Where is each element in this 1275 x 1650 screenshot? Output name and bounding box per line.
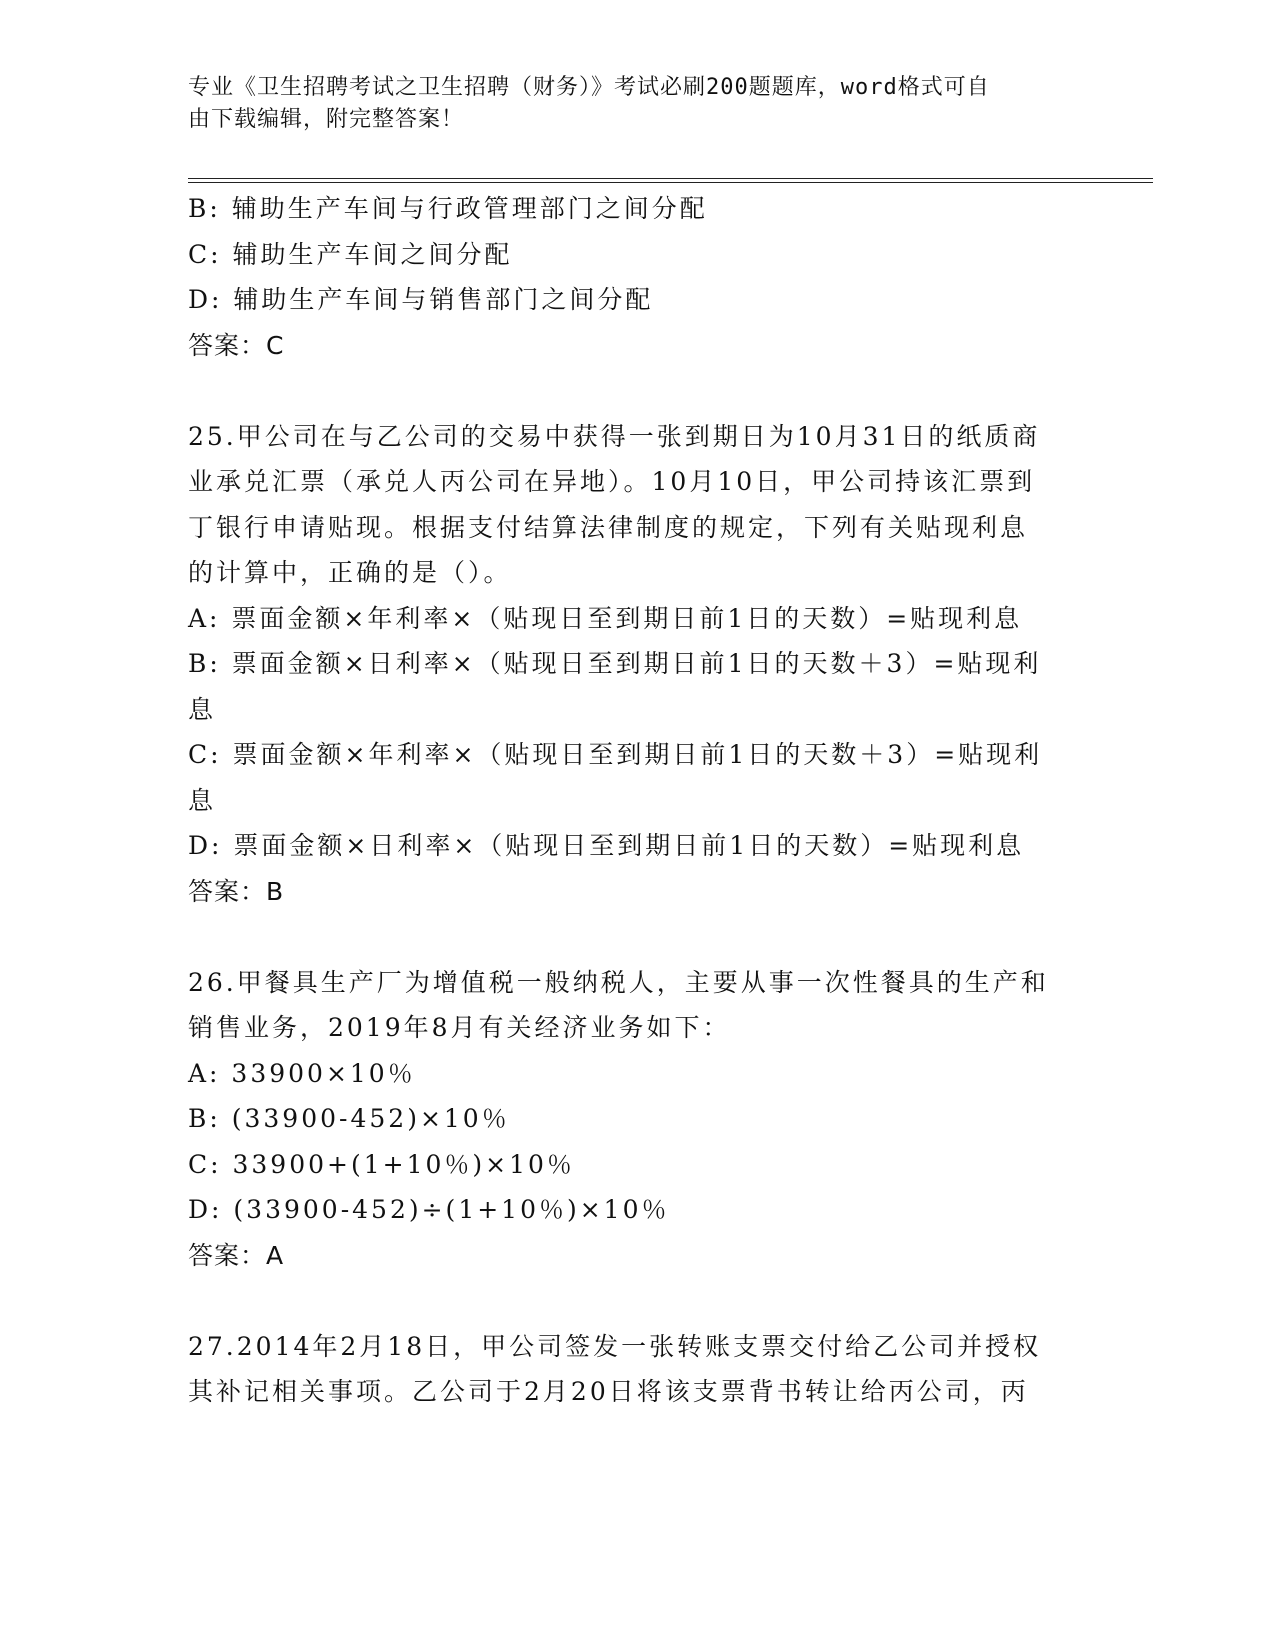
option-c-wrap: 息 (188, 785, 217, 815)
answer: 答案：B (188, 876, 285, 906)
option-d: D: 票面金额×日利率×（贴现日至到期日前1日的天数）=贴现利息 (188, 831, 1025, 860)
option-c: C: 33900+(1+10％)×10％ (188, 1149, 575, 1179)
question-26 (188, 960, 1088, 1279)
option-b-wrap: 息 (188, 694, 217, 724)
question-stem-line: 26.甲餐具生产厂为增值税一般纳税人，主要从事一次性餐具的生产和 (188, 967, 1049, 997)
spacer (188, 368, 1088, 414)
header-divider-top (188, 178, 1153, 179)
option-d: D: (33900-452)÷(1+10％)×10％ (188, 1195, 670, 1224)
question-27 (188, 1324, 1088, 1415)
question-stem-line: 丁银行申请贴现。根据支付结算法律制度的规定，下列有关贴现利息 (188, 512, 1029, 542)
option-a: A: 票面金额×年利率×（贴现日至到期日前1日的天数）=贴现利息 (188, 603, 1023, 633)
option-b: B: 辅助生产车间与行政管理部门之间分配 (188, 194, 708, 223)
option-a: A: 33900×10％ (188, 1058, 416, 1088)
option-b: B: 票面金额×日利率×（贴现日至到期日前1日的天数＋3）=贴现利 (188, 649, 1042, 678)
question-stem-line: 27.2014年2月18日，甲公司签发一张转账支票交付给乙公司并授权 (188, 1331, 1042, 1361)
answer: 答案：A (188, 1240, 285, 1270)
question-24-continued (188, 186, 1088, 368)
spacer (188, 914, 1088, 960)
question-stem-line: 业承兑汇票（承兑人丙公司在异地）。10月10日，甲公司持该汇票到 (188, 467, 1036, 496)
page-header (188, 72, 1088, 136)
header-divider-bottom (188, 182, 1153, 183)
question-stem-line: 其补记相关事项。乙公司于2月20日将该支票背书转让给丙公司，丙 (188, 1377, 1029, 1406)
document-body (188, 186, 1088, 1415)
question-25 (188, 414, 1088, 915)
header-line-2: 由下载编辑，附完整答案！ (188, 107, 465, 132)
question-stem-line: 的计算中，正确的是（）。 (188, 558, 512, 587)
spacer (188, 1278, 1088, 1324)
option-b: B: (33900-452)×10％ (188, 1104, 510, 1133)
question-stem-line: 销售业务，2019年8月有关经济业务如下： (188, 1013, 731, 1042)
option-d: D: 辅助生产车间与销售部门之间分配 (188, 285, 654, 314)
option-c: C: 票面金额×年利率×（贴现日至到期日前1日的天数＋3）=贴现利 (188, 740, 1043, 769)
option-c: C: 辅助生产车间之间分配 (188, 239, 513, 269)
header-line-1: 专业《卫生招聘考试之卫生招聘（财务）》考试必刷200题题库，word格式可自 (188, 75, 990, 100)
question-stem-line: 25.甲公司在与乙公司的交易中获得一张到期日为10月31日的纸质商 (188, 421, 1041, 451)
answer: 答案：C (188, 330, 285, 360)
